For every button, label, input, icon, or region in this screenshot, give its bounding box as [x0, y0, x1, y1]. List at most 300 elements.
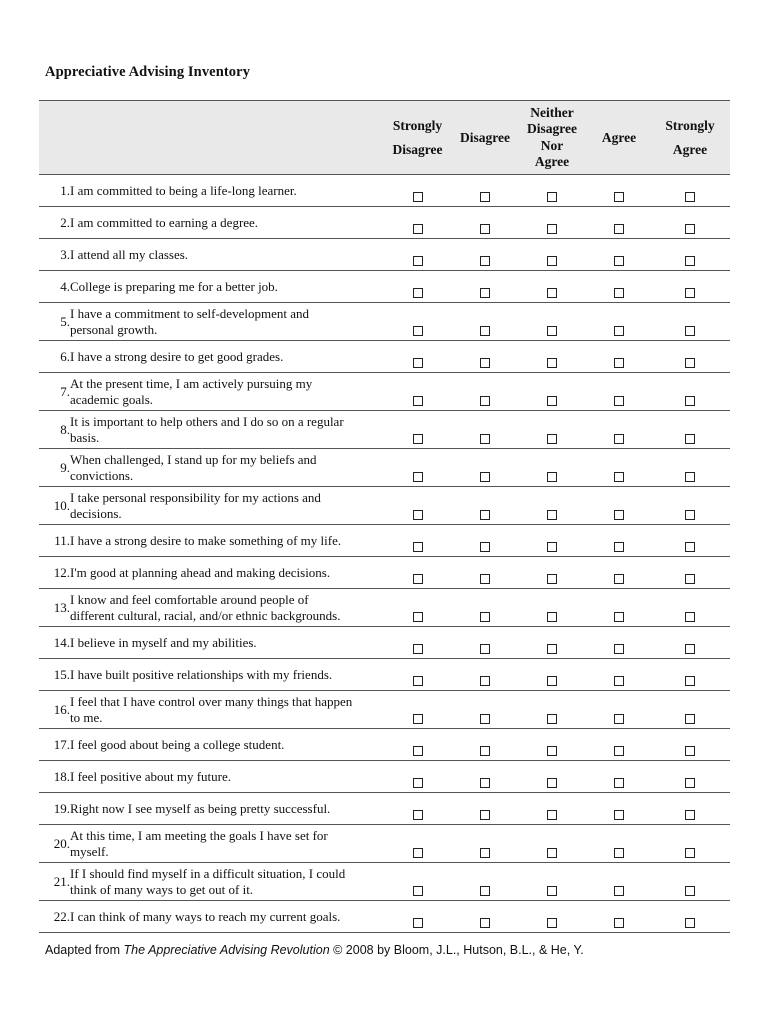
response-cell-strongly-agree — [650, 239, 730, 271]
response-cell-agree — [588, 691, 650, 729]
response-cell-strongly-agree — [650, 659, 730, 691]
checkbox-strongly-agree[interactable] — [685, 358, 695, 368]
checkbox-agree[interactable] — [614, 396, 624, 406]
response-cell-strongly-disagree — [381, 825, 454, 863]
checkbox-disagree[interactable] — [480, 848, 490, 858]
item-statement-line: I have a strong desire to get good grades. — [70, 348, 284, 364]
item-statement-line: I am committed to being a life-long learner. — [70, 182, 297, 198]
table-row — [39, 271, 730, 303]
checkbox-strongly-disagree[interactable] — [413, 746, 423, 756]
item-statement-line: At this time, I am meeting the goals I have set for — [70, 827, 328, 843]
checkbox-strongly-agree[interactable] — [685, 848, 695, 858]
response-cell-strongly-agree — [650, 175, 730, 207]
checkbox-neither[interactable] — [547, 886, 557, 896]
response-cell-neither — [516, 271, 588, 303]
response-cell-neither — [516, 729, 588, 761]
checkbox-disagree[interactable] — [480, 192, 490, 202]
checkbox-neither[interactable] — [547, 542, 557, 552]
response-cell-disagree — [454, 525, 516, 557]
checkbox-disagree[interactable] — [480, 676, 490, 686]
response-cell-disagree — [454, 303, 516, 341]
header-neither-line1: Neither — [530, 104, 574, 120]
item-statement-line: personal growth. — [70, 321, 158, 337]
item-statement — [70, 303, 381, 341]
item-statement-line: At the present time, I am actively pursuing my — [70, 375, 313, 391]
checkbox-strongly-agree[interactable] — [685, 472, 695, 482]
table-row — [39, 729, 730, 761]
checkbox-strongly-disagree[interactable] — [413, 778, 423, 788]
response-cell-disagree — [454, 487, 516, 525]
item-statement — [70, 691, 381, 729]
response-cell-neither — [516, 411, 588, 449]
response-cell-strongly-agree — [650, 525, 730, 557]
response-cell-strongly-agree — [650, 341, 730, 373]
response-cell-neither — [516, 207, 588, 239]
checkbox-neither[interactable] — [547, 288, 557, 298]
item-statement — [70, 271, 381, 303]
table-row — [39, 303, 730, 341]
item-statement-line: I feel positive about my future. — [70, 768, 232, 784]
header-statement-cell — [70, 101, 381, 175]
response-cell-strongly-disagree — [381, 487, 454, 525]
checkbox-disagree[interactable] — [480, 510, 490, 520]
checkbox-disagree[interactable] — [480, 574, 490, 584]
checkbox-strongly-disagree[interactable] — [413, 612, 423, 622]
item-statement-line: I have built positive relationships with my friends. — [70, 666, 333, 682]
item-number: 12. — [39, 557, 70, 589]
item-statement-line: decisions. — [70, 505, 122, 521]
checkbox-disagree[interactable] — [480, 358, 490, 368]
checkbox-strongly-disagree[interactable] — [413, 510, 423, 520]
checkbox-disagree[interactable] — [480, 256, 490, 266]
checkbox-strongly-agree[interactable] — [685, 326, 695, 336]
item-statement — [70, 659, 381, 691]
checkbox-neither[interactable] — [547, 192, 557, 202]
checkbox-agree[interactable] — [614, 778, 624, 788]
checkbox-neither[interactable] — [547, 644, 557, 654]
checkbox-strongly-agree[interactable] — [685, 918, 695, 928]
response-cell-disagree — [454, 761, 516, 793]
item-statement-line: I attend all my classes. — [70, 246, 189, 262]
item-number: 10. — [39, 487, 70, 525]
checkbox-strongly-disagree[interactable] — [413, 326, 423, 336]
table-row — [39, 373, 730, 411]
response-cell-neither — [516, 525, 588, 557]
response-cell-strongly-disagree — [381, 901, 454, 933]
checkbox-neither[interactable] — [547, 224, 557, 234]
checkbox-strongly-disagree[interactable] — [413, 358, 423, 368]
response-cell-strongly-disagree — [381, 627, 454, 659]
checkbox-strongly-disagree[interactable] — [413, 886, 423, 896]
response-cell-disagree — [454, 729, 516, 761]
response-cell-neither — [516, 175, 588, 207]
checkbox-strongly-agree[interactable] — [685, 886, 695, 896]
checkbox-strongly-disagree[interactable] — [413, 256, 423, 266]
checkbox-neither[interactable] — [547, 810, 557, 820]
item-number: 21. — [39, 863, 70, 901]
checkbox-neither[interactable] — [547, 612, 557, 622]
item-statement — [70, 729, 381, 761]
checkbox-neither[interactable] — [547, 714, 557, 724]
item-statement — [70, 341, 381, 373]
checkbox-strongly-disagree[interactable] — [413, 224, 423, 234]
checkbox-agree[interactable] — [614, 918, 624, 928]
item-statement-line: I take personal responsibility for my actions and — [70, 489, 321, 505]
table-row — [39, 901, 730, 933]
checkbox-strongly-agree[interactable] — [685, 778, 695, 788]
checkbox-strongly-agree[interactable] — [685, 676, 695, 686]
response-cell-disagree — [454, 271, 516, 303]
footer-prefix: Adapted from — [45, 943, 124, 957]
checkbox-strongly-disagree[interactable] — [413, 810, 423, 820]
table-row — [39, 175, 730, 207]
checkbox-neither[interactable] — [547, 358, 557, 368]
response-cell-neither — [516, 449, 588, 487]
checkbox-agree[interactable] — [614, 676, 624, 686]
header-neither-line2: Disagree — [527, 121, 577, 136]
checkbox-disagree[interactable] — [480, 288, 490, 298]
header-strongly-disagree-line2: Disagree — [392, 141, 443, 157]
response-cell-agree — [588, 271, 650, 303]
response-cell-disagree — [454, 627, 516, 659]
checkbox-neither[interactable] — [547, 918, 557, 928]
response-cell-disagree — [454, 449, 516, 487]
response-cell-agree — [588, 207, 650, 239]
checkbox-neither[interactable] — [547, 396, 557, 406]
checkbox-agree[interactable] — [614, 256, 624, 266]
response-cell-disagree — [454, 341, 516, 373]
response-cell-strongly-disagree — [381, 175, 454, 207]
checkbox-strongly-agree[interactable] — [685, 192, 695, 202]
checkbox-strongly-agree[interactable] — [685, 746, 695, 756]
checkbox-strongly-disagree[interactable] — [413, 192, 423, 202]
item-statement — [70, 627, 381, 659]
checkbox-strongly-agree[interactable] — [685, 574, 695, 584]
response-cell-strongly-agree — [650, 411, 730, 449]
checkbox-neither[interactable] — [547, 434, 557, 444]
item-statement — [70, 863, 381, 901]
item-statement — [70, 589, 381, 627]
header-disagree: Disagree — [454, 101, 516, 175]
checkbox-strongly-disagree[interactable] — [413, 714, 423, 724]
response-cell-disagree — [454, 239, 516, 271]
item-number: 19. — [39, 793, 70, 825]
header-strongly-agree — [650, 101, 730, 175]
response-cell-agree — [588, 239, 650, 271]
response-cell-strongly-agree — [650, 271, 730, 303]
checkbox-agree[interactable] — [614, 472, 624, 482]
response-cell-agree — [588, 303, 650, 341]
item-number: 20. — [39, 825, 70, 863]
checkbox-disagree[interactable] — [480, 810, 490, 820]
checkbox-agree[interactable] — [614, 288, 624, 298]
checkbox-disagree[interactable] — [480, 918, 490, 928]
checkbox-strongly-disagree[interactable] — [413, 472, 423, 482]
response-cell-disagree — [454, 901, 516, 933]
response-cell-neither — [516, 901, 588, 933]
response-cell-strongly-disagree — [381, 271, 454, 303]
table-row — [39, 627, 730, 659]
response-cell-strongly-agree — [650, 901, 730, 933]
response-cell-agree — [588, 793, 650, 825]
checkbox-neither[interactable] — [547, 472, 557, 482]
item-statement-line: I feel good about being a college student. — [70, 736, 285, 752]
inventory-body — [39, 175, 730, 933]
item-statement-line: think of many ways to get out of it. — [70, 881, 254, 897]
checkbox-agree[interactable] — [614, 746, 624, 756]
item-statement — [70, 793, 381, 825]
response-cell-strongly-disagree — [381, 373, 454, 411]
checkbox-agree[interactable] — [614, 326, 624, 336]
item-number: 9. — [39, 449, 70, 487]
response-cell-disagree — [454, 557, 516, 589]
item-statement-line: I am committed to earning a degree. — [70, 214, 259, 230]
item-statement-line: It is important to help others and I do so on a regular — [70, 413, 344, 429]
inventory-table — [39, 100, 730, 933]
header-neither-line3: Nor — [540, 137, 564, 153]
checkbox-neither[interactable] — [547, 778, 557, 788]
header-strongly-disagree — [381, 101, 454, 175]
checkbox-strongly-agree[interactable] — [685, 396, 695, 406]
table-row — [39, 449, 730, 487]
response-cell-strongly-disagree — [381, 303, 454, 341]
item-statement — [70, 411, 381, 449]
response-cell-agree — [588, 589, 650, 627]
response-cell-strongly-disagree — [381, 863, 454, 901]
checkbox-strongly-agree[interactable] — [685, 288, 695, 298]
item-statement-line: I have a strong desire to make something of my life. — [70, 532, 342, 548]
response-cell-neither — [516, 761, 588, 793]
item-number: 11. — [39, 525, 70, 557]
item-statement — [70, 557, 381, 589]
item-statement-line: I know and feel comfortable around people of — [70, 591, 309, 607]
item-statement — [70, 207, 381, 239]
checkbox-agree[interactable] — [614, 714, 624, 724]
response-cell-strongly-disagree — [381, 449, 454, 487]
checkbox-agree[interactable] — [614, 644, 624, 654]
response-cell-disagree — [454, 863, 516, 901]
response-cell-neither — [516, 341, 588, 373]
checkbox-agree[interactable] — [614, 848, 624, 858]
item-statement — [70, 175, 381, 207]
checkbox-disagree[interactable] — [480, 224, 490, 234]
checkbox-neither[interactable] — [547, 326, 557, 336]
response-cell-disagree — [454, 175, 516, 207]
header-neither-line4: Agree — [534, 154, 570, 169]
response-cell-neither — [516, 373, 588, 411]
checkbox-strongly-agree[interactable] — [685, 644, 695, 654]
item-number: 2. — [39, 207, 70, 239]
response-cell-strongly-agree — [650, 691, 730, 729]
response-cell-disagree — [454, 589, 516, 627]
checkbox-disagree[interactable] — [480, 644, 490, 654]
response-cell-agree — [588, 557, 650, 589]
checkbox-agree[interactable] — [614, 192, 624, 202]
response-cell-agree — [588, 449, 650, 487]
checkbox-strongly-disagree[interactable] — [413, 288, 423, 298]
checkbox-strongly-disagree[interactable] — [413, 848, 423, 858]
checkbox-neither[interactable] — [547, 746, 557, 756]
checkbox-strongly-agree[interactable] — [685, 714, 695, 724]
response-cell-neither — [516, 825, 588, 863]
checkbox-disagree[interactable] — [480, 326, 490, 336]
response-cell-disagree — [454, 207, 516, 239]
response-cell-strongly-disagree — [381, 341, 454, 373]
item-number: 3. — [39, 239, 70, 271]
response-cell-strongly-disagree — [381, 761, 454, 793]
item-statement — [70, 373, 381, 411]
response-cell-strongly-agree — [650, 589, 730, 627]
checkbox-disagree[interactable] — [480, 472, 490, 482]
checkbox-disagree[interactable] — [480, 542, 490, 552]
checkbox-agree[interactable] — [614, 886, 624, 896]
item-number: 16. — [39, 691, 70, 729]
response-cell-agree — [588, 525, 650, 557]
response-cell-disagree — [454, 373, 516, 411]
item-statement-line: If I should find myself in a difficult situation, I could — [70, 865, 346, 881]
response-cell-neither — [516, 557, 588, 589]
checkbox-strongly-agree[interactable] — [685, 224, 695, 234]
response-cell-strongly-agree — [650, 761, 730, 793]
table-row — [39, 207, 730, 239]
item-number: 13. — [39, 589, 70, 627]
checkbox-disagree[interactable] — [480, 886, 490, 896]
response-cell-strongly-agree — [650, 303, 730, 341]
checkbox-agree[interactable] — [614, 810, 624, 820]
response-cell-strongly-disagree — [381, 557, 454, 589]
item-statement-line: basis. — [70, 429, 100, 445]
header-agree: Agree — [588, 101, 650, 175]
checkbox-agree[interactable] — [614, 574, 624, 584]
header-neither — [516, 101, 588, 175]
response-cell-strongly-agree — [650, 729, 730, 761]
item-number: 5. — [39, 303, 70, 341]
table-row — [39, 239, 730, 271]
table-row — [39, 793, 730, 825]
table-row — [39, 659, 730, 691]
item-statement-line: different cultural, racial, and/or ethnic backgrounds. — [70, 607, 341, 623]
checkbox-agree[interactable] — [614, 612, 624, 622]
checkbox-neither[interactable] — [547, 510, 557, 520]
item-statement-line: academic goals. — [70, 391, 154, 407]
response-cell-neither — [516, 487, 588, 525]
checkbox-disagree[interactable] — [480, 612, 490, 622]
table-row — [39, 589, 730, 627]
checkbox-strongly-agree[interactable] — [685, 542, 695, 552]
item-statement-line: I believe in myself and my abilities. — [70, 634, 257, 650]
item-number: 7. — [39, 373, 70, 411]
checkbox-neither[interactable] — [547, 848, 557, 858]
response-cell-disagree — [454, 793, 516, 825]
item-statement-line: I feel that I have control over many things that happen — [70, 693, 353, 709]
checkbox-strongly-agree[interactable] — [685, 810, 695, 820]
item-number: 22. — [39, 901, 70, 933]
response-cell-agree — [588, 761, 650, 793]
checkbox-strongly-agree[interactable] — [685, 510, 695, 520]
item-statement-line: convictions. — [70, 467, 134, 483]
item-number: 18. — [39, 761, 70, 793]
checkbox-strongly-disagree[interactable] — [413, 644, 423, 654]
item-statement — [70, 825, 381, 863]
response-cell-strongly-disagree — [381, 207, 454, 239]
checkbox-disagree[interactable] — [480, 746, 490, 756]
table-row — [39, 487, 730, 525]
table-row — [39, 863, 730, 901]
response-cell-agree — [588, 411, 650, 449]
checkbox-strongly-disagree[interactable] — [413, 542, 423, 552]
response-cell-neither — [516, 863, 588, 901]
response-cell-agree — [588, 729, 650, 761]
checkbox-disagree[interactable] — [480, 434, 490, 444]
response-cell-agree — [588, 373, 650, 411]
item-statement — [70, 487, 381, 525]
checkbox-agree[interactable] — [614, 358, 624, 368]
item-statement — [70, 901, 381, 933]
response-cell-neither — [516, 659, 588, 691]
checkbox-agree[interactable] — [614, 510, 624, 520]
checkbox-disagree[interactable] — [480, 396, 490, 406]
response-cell-strongly-agree — [650, 863, 730, 901]
response-cell-strongly-agree — [650, 487, 730, 525]
response-cell-strongly-disagree — [381, 525, 454, 557]
header-strongly-agree-line1: Strongly — [665, 117, 715, 133]
checkbox-agree[interactable] — [614, 224, 624, 234]
table-row — [39, 525, 730, 557]
item-statement-line: Right now I see myself as being pretty successful. — [70, 800, 331, 816]
checkbox-strongly-disagree[interactable] — [413, 676, 423, 686]
item-number: 14. — [39, 627, 70, 659]
response-cell-agree — [588, 825, 650, 863]
response-cell-strongly-disagree — [381, 589, 454, 627]
checkbox-strongly-disagree[interactable] — [413, 434, 423, 444]
checkbox-strongly-disagree[interactable] — [413, 574, 423, 584]
checkbox-disagree[interactable] — [480, 714, 490, 724]
checkbox-strongly-agree[interactable] — [685, 612, 695, 622]
table-row — [39, 691, 730, 729]
table-row — [39, 761, 730, 793]
checkbox-neither[interactable] — [547, 676, 557, 686]
response-cell-disagree — [454, 691, 516, 729]
response-cell-agree — [588, 659, 650, 691]
checkbox-agree[interactable] — [614, 434, 624, 444]
checkbox-strongly-agree[interactable] — [685, 256, 695, 266]
item-statement — [70, 239, 381, 271]
citation-footer — [45, 943, 584, 957]
item-number: 8. — [39, 411, 70, 449]
response-cell-agree — [588, 627, 650, 659]
response-cell-strongly-disagree — [381, 239, 454, 271]
response-cell-strongly-agree — [650, 793, 730, 825]
response-cell-agree — [588, 901, 650, 933]
response-cell-neither — [516, 691, 588, 729]
response-cell-agree — [588, 487, 650, 525]
response-cell-disagree — [454, 825, 516, 863]
checkbox-strongly-disagree[interactable] — [413, 396, 423, 406]
response-cell-neither — [516, 303, 588, 341]
checkbox-agree[interactable] — [614, 542, 624, 552]
checkbox-strongly-agree[interactable] — [685, 434, 695, 444]
checkbox-neither[interactable] — [547, 574, 557, 584]
response-cell-agree — [588, 175, 650, 207]
item-statement-line: When challenged, I stand up for my beliefs and — [70, 451, 317, 467]
response-cell-strongly-disagree — [381, 691, 454, 729]
item-number: 4. — [39, 271, 70, 303]
item-statement — [70, 525, 381, 557]
footer-book-title: The Appreciative Advising Revolution — [123, 943, 330, 957]
checkbox-neither[interactable] — [547, 256, 557, 266]
checkbox-strongly-disagree[interactable] — [413, 918, 423, 928]
checkbox-disagree[interactable] — [480, 778, 490, 788]
